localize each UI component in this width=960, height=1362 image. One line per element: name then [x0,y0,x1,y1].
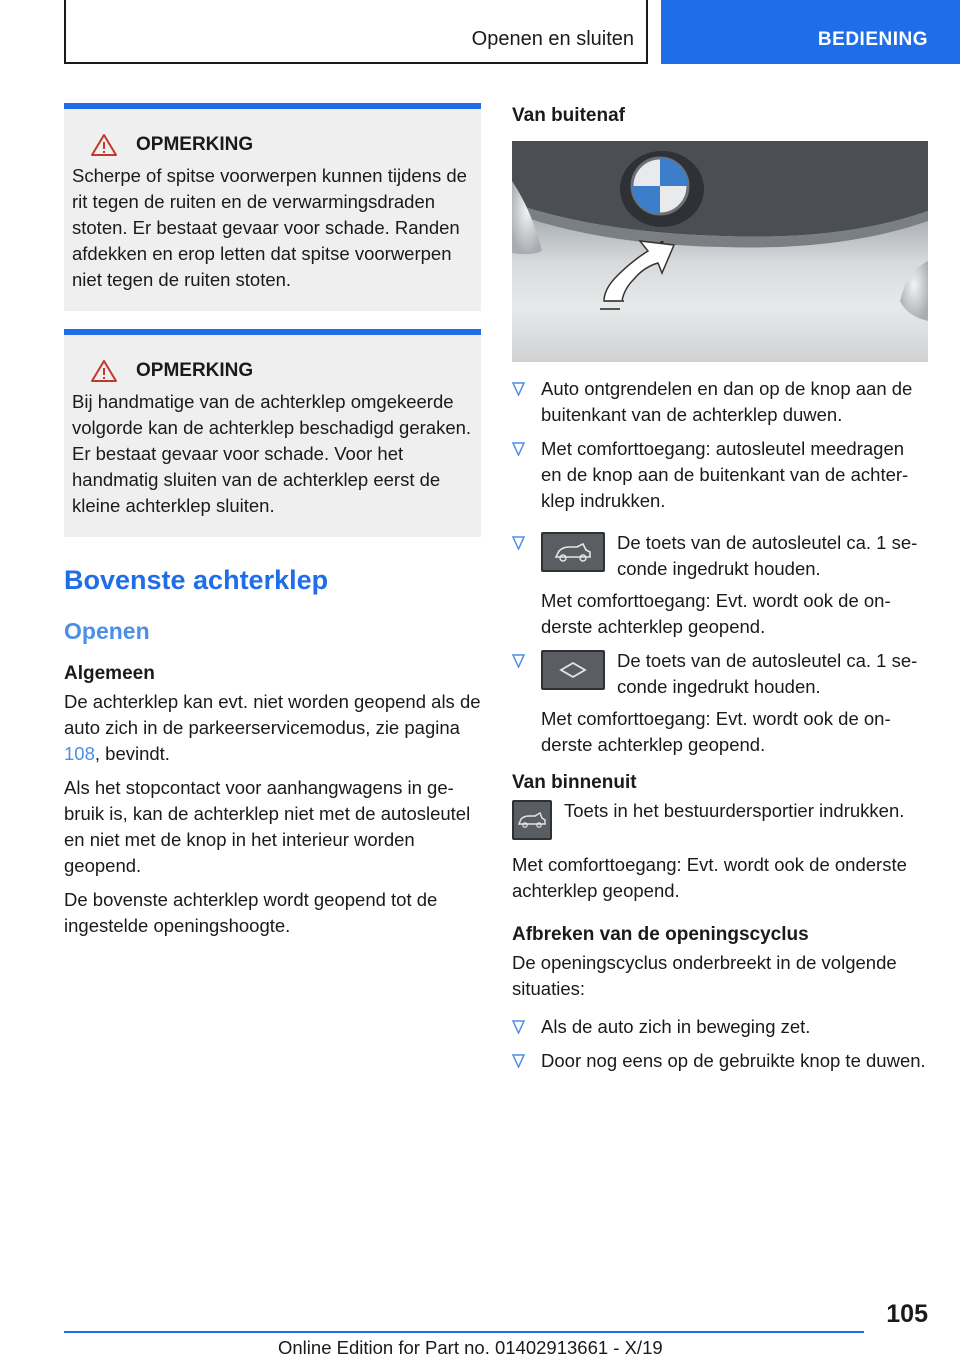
edition-note: Online Edition for Part no. 01402913661 - X/19 [278,1337,663,1358]
notice-box [64,329,481,537]
bullet-triangle-icon [512,382,525,396]
list-item [512,648,928,758]
notice-text: Scherpe of spitse voorwerpen kunnen tijdens de rit tegen de ruiten en de verwarmingsdraden stoten. Er bestaat gevaar voor schade. Randen afdekken en erop letten dat spitse voorwerpen niet tegen de ruiten stoten. [72,165,467,290]
list-item: Auto ontgrendelen en dan op de knop aan de buitenkant van de achterklep duwen. [512,376,928,428]
paragraph: Als het stopcontact voor aanhangwagens in gebruik is, kan de achterklep niet met de autosleutel en niet met de knop in het interieur worden geopend. [64,777,471,876]
list-item: Als de auto zich in beweging zet. [512,1014,928,1040]
key-instruction: De toets van de autosleutel ca. 1 seconde ingedrukt houden. [617,650,918,697]
subsection-heading: Algemeen [64,663,155,684]
page-number: 105 [886,1300,928,1328]
trunk-button-icon [512,800,552,840]
footer-divider [64,1331,864,1333]
tailgate-button-photo [512,141,928,362]
right-column [512,103,928,1082]
subsection-heading: Van buitenaf [512,105,625,126]
chapter-label: BEDIENING [817,29,928,50]
paragraph: De bovenste achterklep wordt geopend tot de ingestelde openingshoogte. [64,889,438,936]
left-column [64,103,481,939]
notice-title: OPMERKING [136,360,254,381]
page-link[interactable]: 108 [64,743,95,764]
section-title: Openen en sluiten [471,28,634,50]
inside-instruction: Toets in het bestuurdersportier indrukken. [564,800,905,821]
notice-box [64,103,481,311]
notice-title: OPMERKING [136,134,254,155]
list-item: Met comforttoegang: autosleutel meedragen en de knop aan de buitenkant van de achterklep indrukken. [512,436,928,514]
diamond-key-icon [541,650,605,690]
chapter-heading: Bovenste achterklep [64,565,329,595]
bullet-triangle-icon [512,654,525,668]
chapter-tab[interactable] [661,0,960,64]
list-item: Door nog eens op de gebruikte knop te duwen. [512,1048,928,1074]
paragraph: De achterklep kan evt. niet worden geopend als de auto zich in de parkeerservicemodus, zie pagina 108, bevindt. [64,691,481,764]
notice-text: Bij handmatige van de achterklep omgekeerde volgorde kan de achterklep beschadigd geraken. Er bestaat gevaar voor schade. Voor het handmatig sluiten van de achterklep eerst de kleine achterklep sluiten. [72,391,472,516]
comfort-note: Met comforttoegang: Evt. wordt ook de onderste achterklep geopend. [541,590,891,637]
warning-icon [90,359,118,383]
cancel-list [512,1014,928,1074]
subsection-heading: Van binnenuit [512,772,637,793]
comfort-note: Met comforttoegang: Evt. wordt ook de onderste achterklep geopend. [541,708,891,755]
bullet-triangle-icon [512,1020,525,1034]
paragraph: De openingscyclus onderbreekt in de volgende situaties: [512,952,897,999]
bullet-triangle-icon [512,1054,525,1068]
paragraph: Met comforttoegang: Evt. wordt ook de onderste achterklep geopend. [512,854,907,901]
section-heading: Openen [64,618,150,644]
bullet-triangle-icon [512,536,525,550]
subsection-heading: Afbreken van de openingscyclus [512,924,809,945]
outside-list [512,376,928,758]
key-instruction: De toets van de autosleutel ca. 1 seconde ingedrukt houden. [617,532,918,579]
warning-icon [90,133,118,157]
bullet-triangle-icon [512,442,525,456]
list-item [512,530,928,640]
trunk-key-icon [541,532,605,572]
